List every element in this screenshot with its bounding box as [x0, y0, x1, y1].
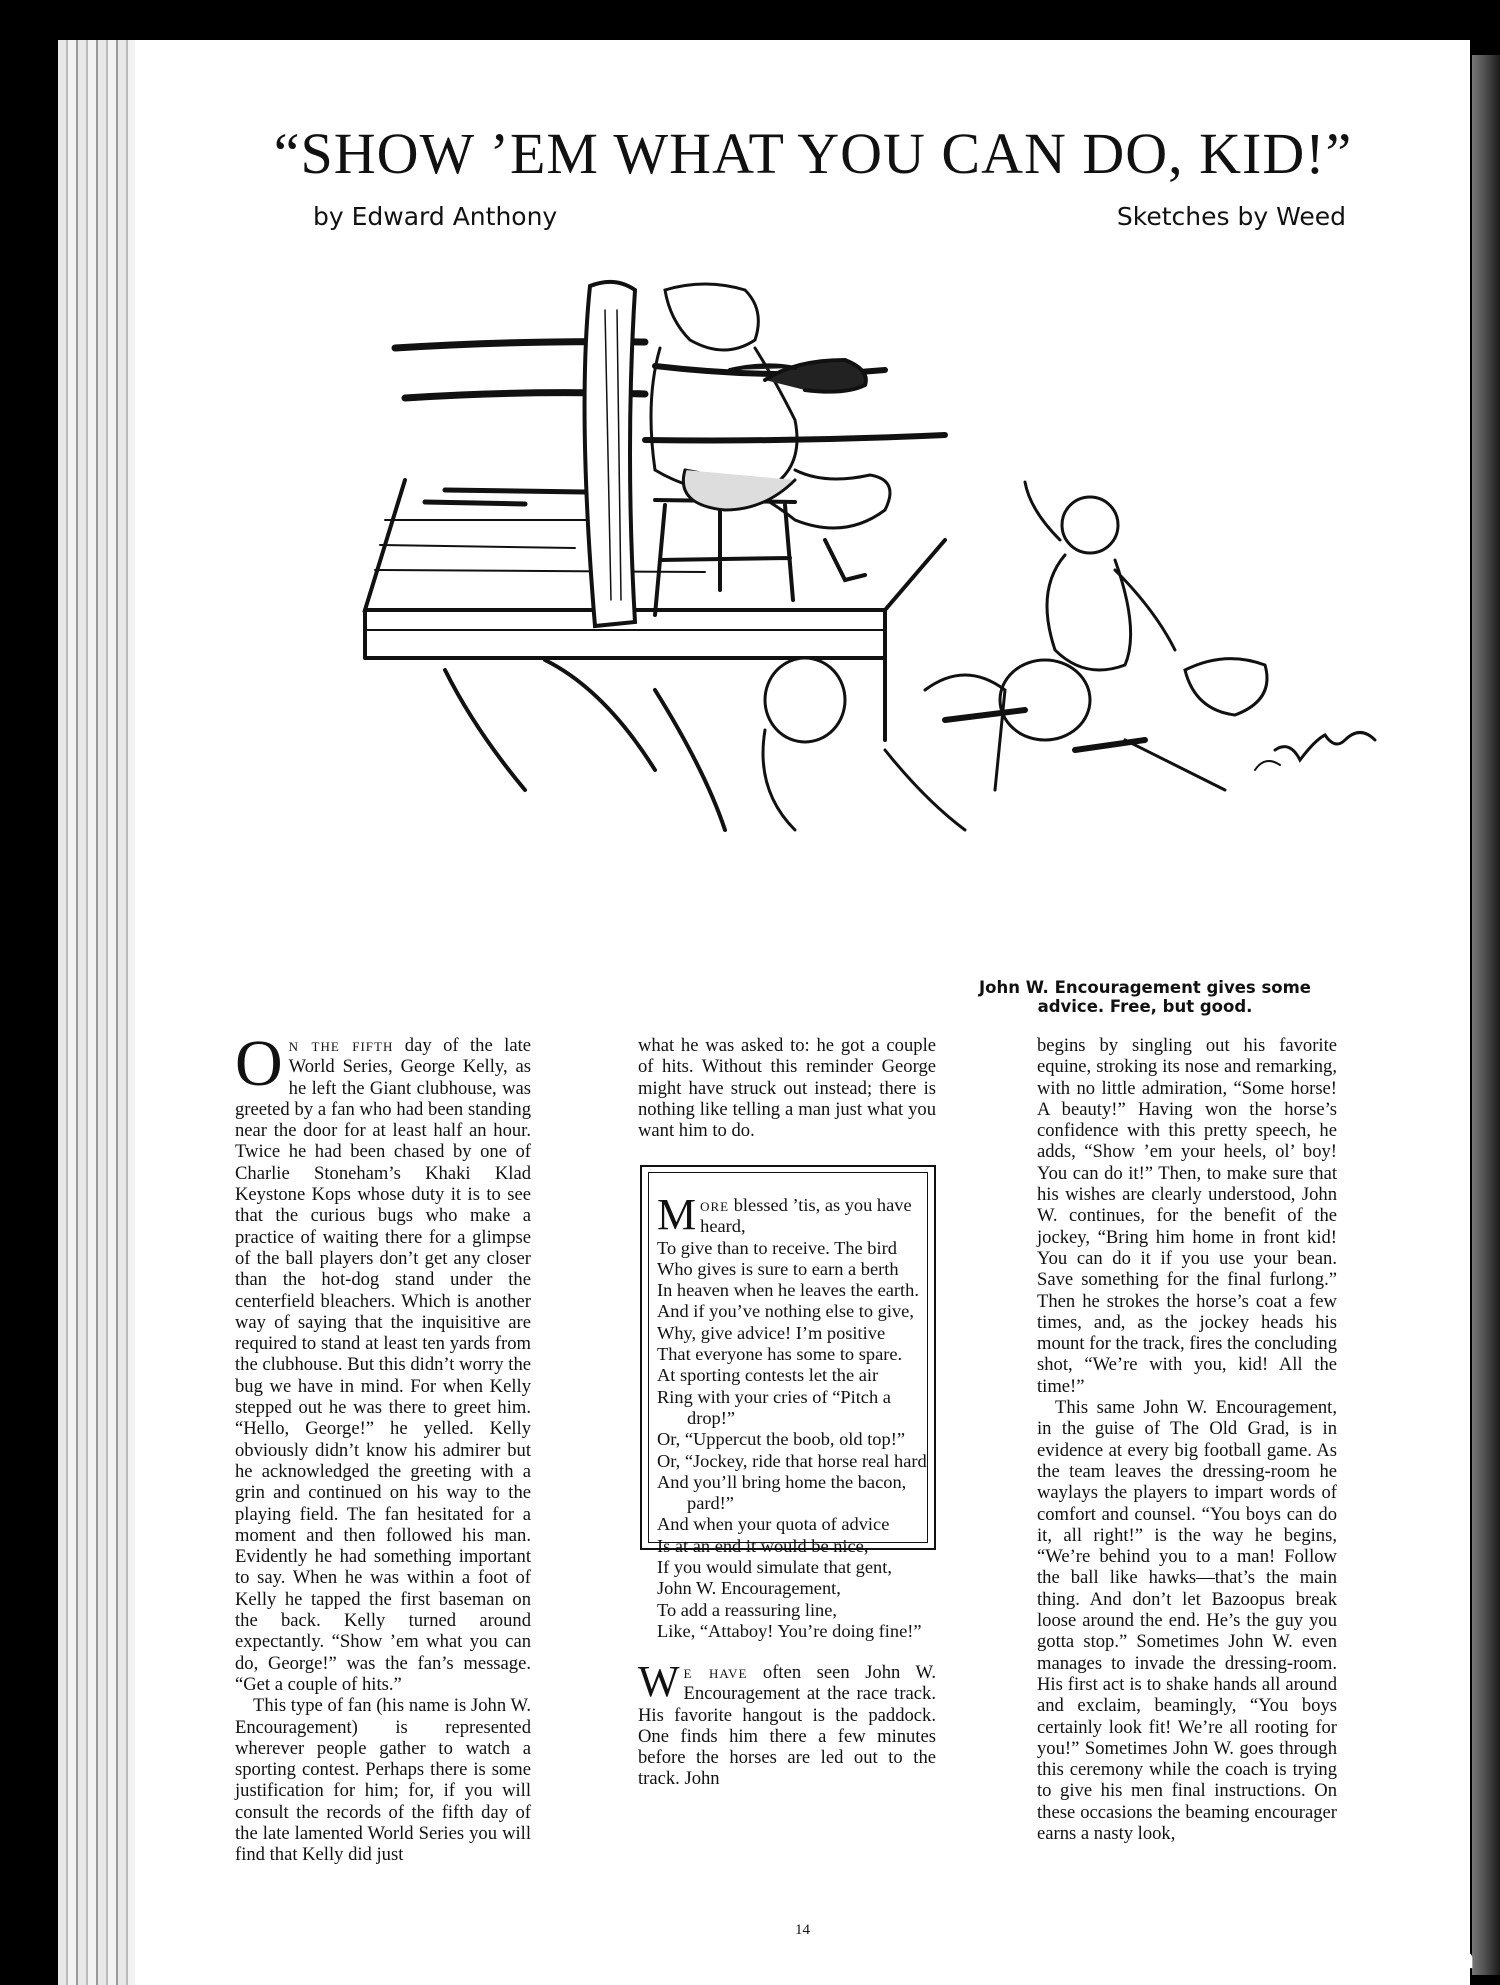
paragraph: This type of fan (his name is John W. Encouragement) is represented wherever people gather to watch a sporting contest. Perhaps there is some justification for him; for, if you will consult the records of the fifth day of the late lamented World Series you will find that Kelly did just: [235, 1695, 531, 1866]
page-number: 14: [795, 1922, 810, 1938]
poem-line: In heaven when he leaves the earth.: [657, 1280, 919, 1301]
poem-line: And when your quota of advice: [657, 1514, 890, 1535]
column-3: [1037, 1035, 1337, 1844]
column-2: [638, 1035, 936, 1141]
illustration-caption: [875, 978, 1415, 1016]
paragraph: what he was asked to: he got a couple of hits. Without this reminder George might have struck out instead; there is nothing like telling a man just what you want him to do.: [638, 1035, 936, 1142]
poem-line: drop!”: [687, 1407, 735, 1428]
poem-line: Ring with your cries of “Pitch a: [657, 1386, 891, 1407]
paragraph: often seen John W. Encouragement at the race track. His favorite hangout is the paddock. One finds him there a few minutes before the horses are led out to the track. John: [638, 1662, 936, 1790]
poem-line: Why, give advice! I’m positive: [657, 1322, 886, 1343]
sketches-credit: Sketches by Weed: [1116, 202, 1346, 231]
lead-in: e have: [683, 1662, 748, 1683]
poem-line: If you would simulate that gent,: [657, 1557, 892, 1578]
poem-line: pard!”: [687, 1493, 734, 1514]
article-title: “SHOW ’EM WHAT YOU CAN DO, KID!”: [273, 121, 1353, 186]
column-2-lower: [638, 1657, 936, 1790]
poem-line: At sporting contests let the air: [657, 1365, 879, 1386]
magazine-page: [135, 40, 1470, 1985]
paragraph: This same John W. Encouragement, in the guise of The Old Grad, is in evidence at every big football game. As the team leaves the dressing-room he waylays the players to impart words of comfort and counsel. “You boys can do it, all right!” is the way he begins, “We’re behind you to a man! Follow the ball like hawks—that’s the main thing. And don’t let Bazoopus break loose around the end. He’s the guy you gotta stop.” Sometimes John W. even manages to invade the dressing-room. His first act is to shake hands all around and exclaim, beamingly, “You boys certainly look fit! We’re all rooting for you!” Sometimes John W. goes through this ceremony while the coach is trying to give his men final instructions. On these occasions the beaming encourager earns a nasty look,: [1037, 1397, 1337, 1844]
poem-drop-cap: M: [657, 1190, 697, 1239]
poem-line: Or, “Jockey, ride that horse real hard: [657, 1450, 927, 1471]
boxing-ring-illustration: [325, 270, 1405, 990]
poem-line: Or, “Uppercut the boob, old top!”: [657, 1429, 905, 1450]
facing-page-edge: [1472, 55, 1500, 1975]
drop-cap: O: [235, 1027, 283, 1100]
author-byline: by Edward Anthony: [313, 202, 558, 231]
poem-line: Who gives is sure to earn a berth: [657, 1258, 899, 1279]
paragraph: day of the late World Series, George Kelly, as he left the Giant clubhouse, was greeted by a fan who had been standing near the door for at least half an hour. Twice he had been chased by one of Charlie Stoneham’s Khaki Klad Keystone Kops whose duty it is to see that the curious bugs who make a practice of waiting there for a glimpse of the ball players don’t get any closer than the hot-dog stand under the centerfield bleachers. Which is another way of saying that the inquisitive are required to stand at least ten yards from the clubhouse. But this didn’t worry the bug we have in mind. For when Kelly stepped out he was there to greet him. “Hello, George!” he yelled. Kelly obviously didn’t know his admirer but he acknowledged the greeting with a grin and continued on his way to the playing field. The fan hesitated for a moment and then followed his man. Evidently he had something important to say. When he was within a foot of Kelly he tapped the first baseman on the back. Kelly turned around expectantly. “Show ’em what you can do, George!” was the fan’s message. “Get a couple of hits.”: [235, 1035, 532, 1695]
caption-line-2: advice. Free, but good.: [1037, 997, 1253, 1016]
poem-line: To add a reassuring line,: [657, 1599, 838, 1620]
drop-cap: W: [638, 1657, 680, 1706]
poem-line: Is at an end it would be nice,: [657, 1535, 869, 1556]
lead-in: n the fifth: [288, 1035, 394, 1056]
poem-line: And if you’ve nothing else to give,: [657, 1301, 914, 1322]
paragraph: begins by singling out his favorite equine, stroking its nose and remarking, with no little admiration, “Some horse! A beauty!” Having won the horse’s confidence with this pretty speech, he adds, “Show ’em your heels, ol’ boy! You can do it!” Then, to make sure that his wishes are clearly understood, John W. continues, for the benefit of the jockey, “Bring him home in front kid! You can do it if you use your bean. Save something for the final furlong.” Then he strokes the horse’s coat a few times, and, as the jockey heads his mount for the track, fires the concluding shot, “We’re with you, kid! All the time!”: [1037, 1035, 1337, 1397]
poem-line: And you’ll bring home the bacon,: [657, 1471, 907, 1492]
caption-line-1: John W. Encouragement gives some: [978, 978, 1311, 997]
poem-line: John W. Encouragement,: [657, 1578, 841, 1599]
poem-line: That everyone has some to spare.: [657, 1344, 903, 1365]
poem-line: blessed ’tis, as you have heard,: [700, 1195, 912, 1237]
column-1: [235, 1027, 532, 1866]
site-watermark: comicbooks.com: [1207, 1942, 1475, 1975]
poem-line: To give than to receive. The bird: [657, 1237, 897, 1258]
poem: [657, 1190, 929, 1642]
poem-lead-in: ore: [700, 1195, 730, 1215]
poem-line: Like, “Attaboy! You’re doing fine!”: [657, 1620, 922, 1641]
page-edges: [58, 40, 138, 1985]
